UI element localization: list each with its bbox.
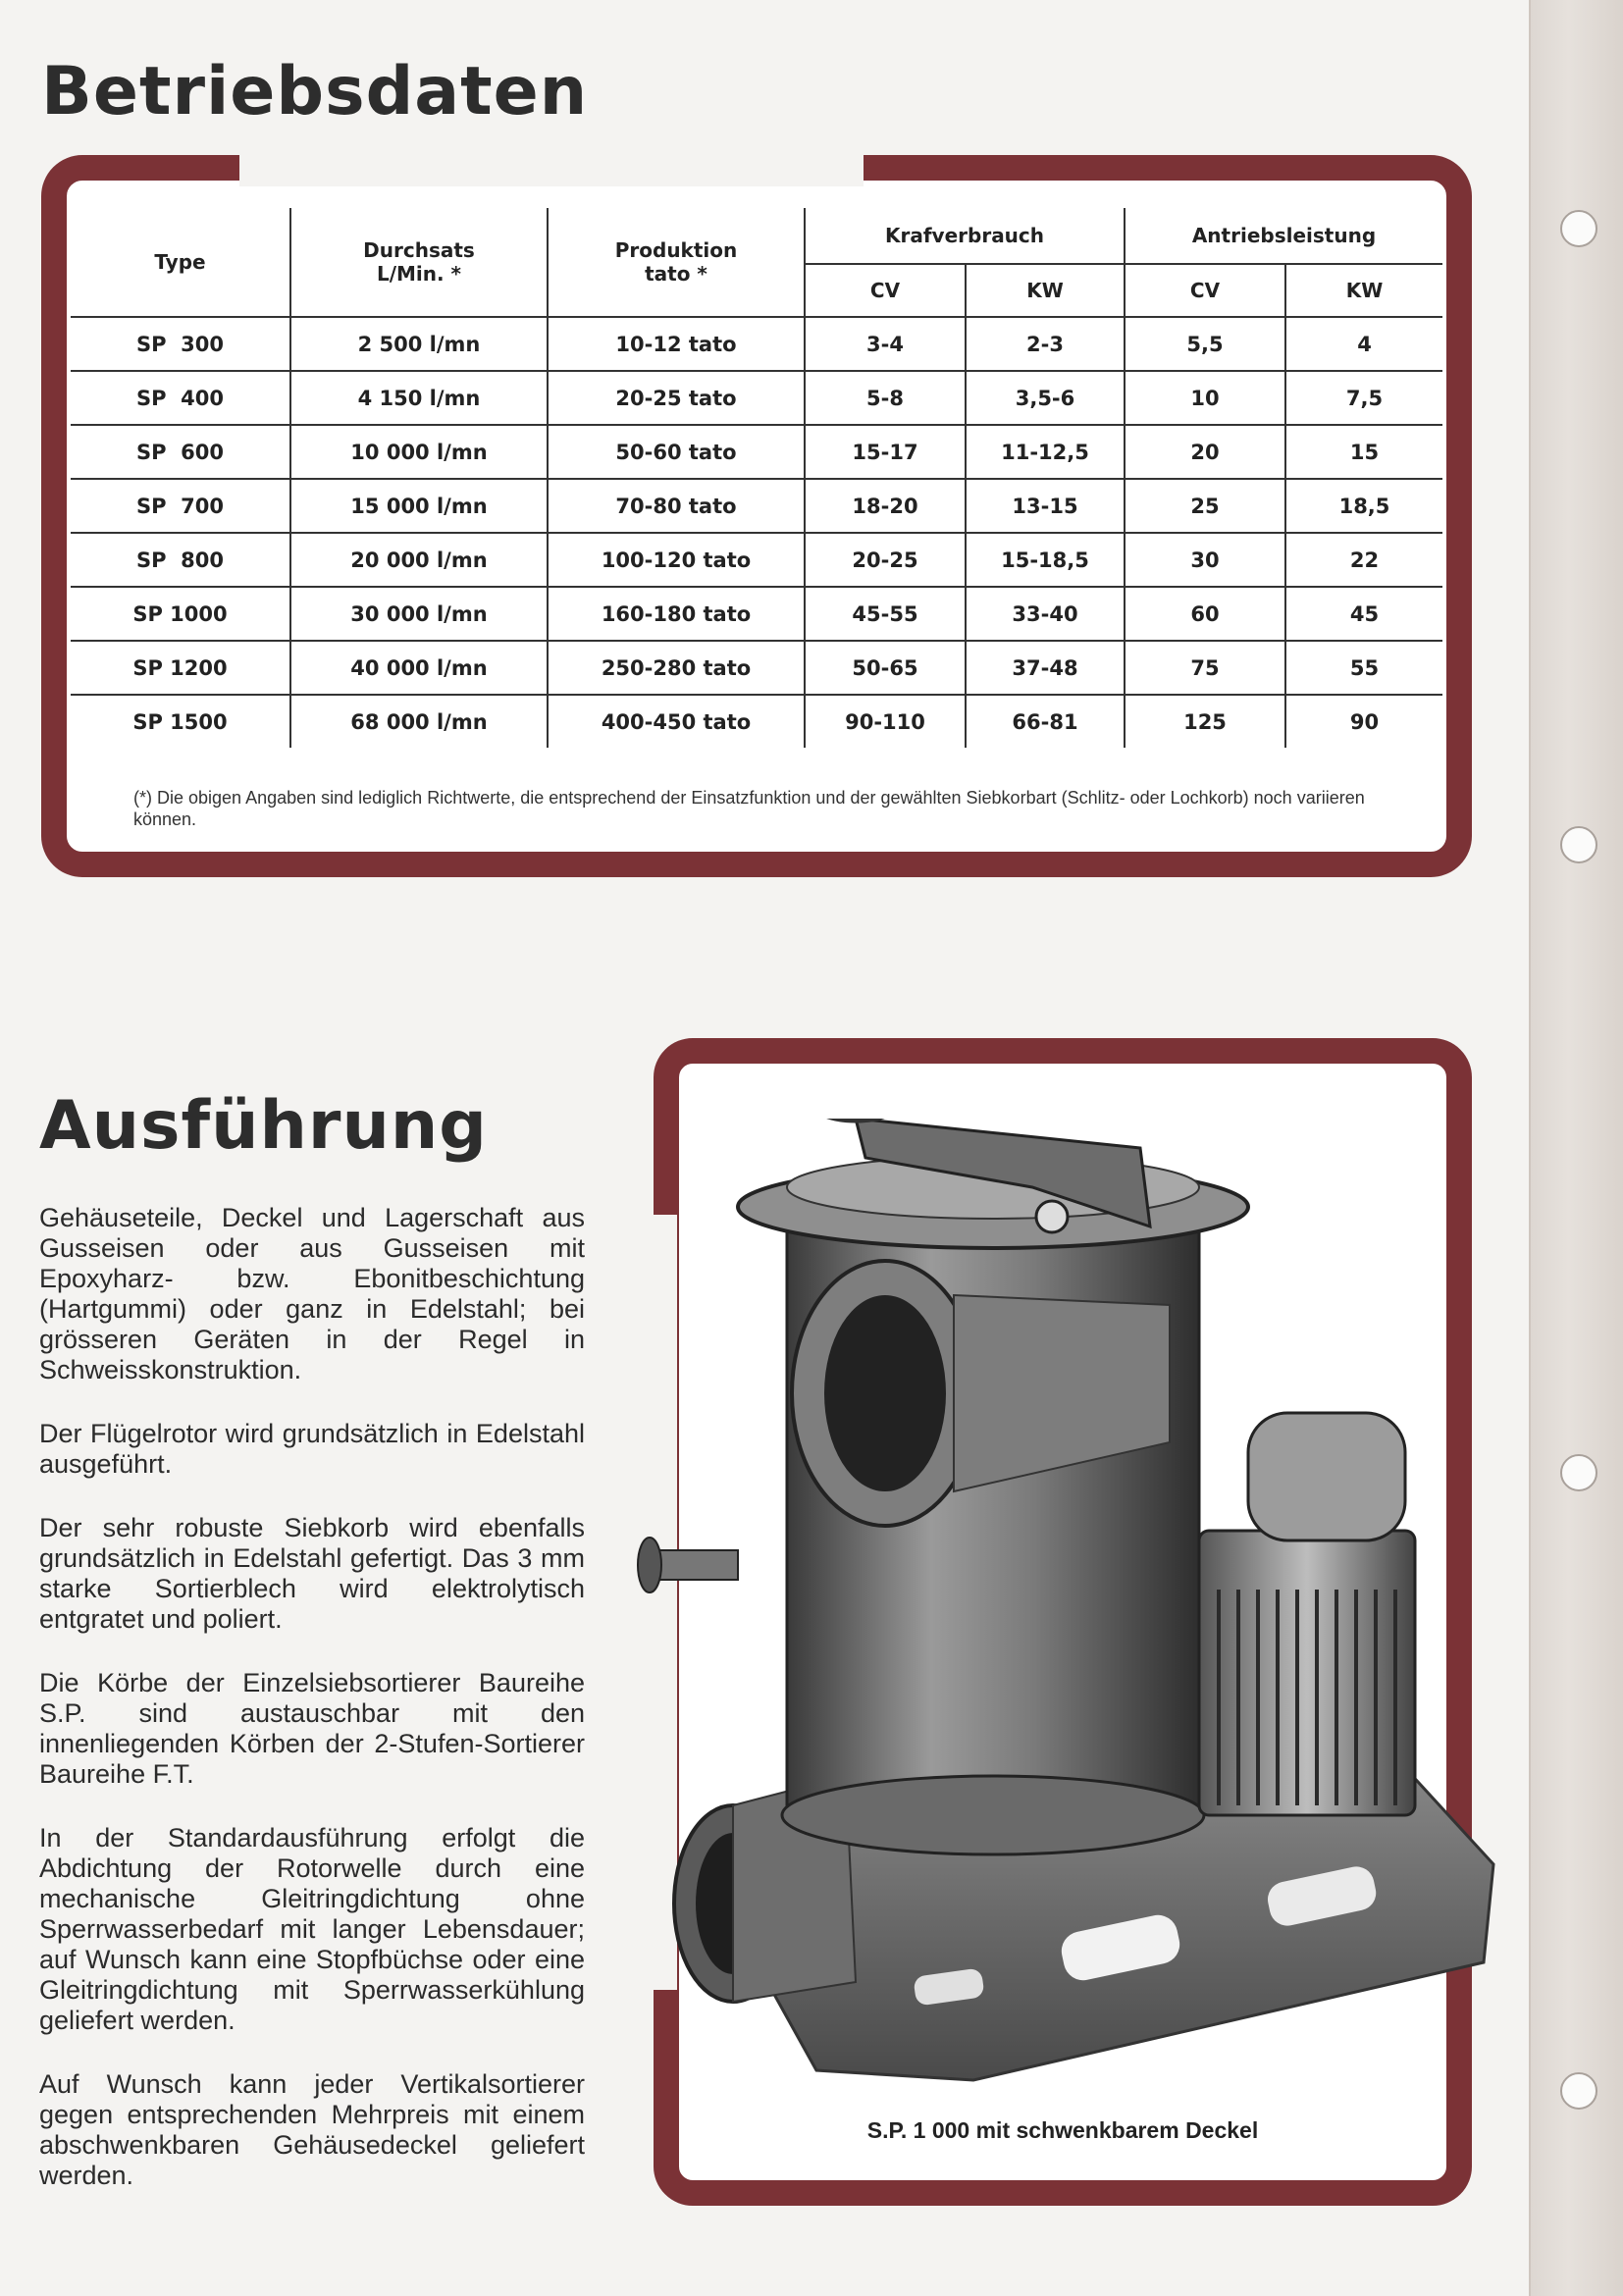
cell-durchsatz: 30 000 l/mn: [290, 587, 548, 641]
ausfuehrung-text: [39, 1203, 585, 2224]
cell-al-kw: 90: [1285, 695, 1442, 748]
paragraph: In der Standardausführung erfolgt die Abdichtung der Rotorwelle durch eine mechanische Gleitringdichtung ohne Sperrwasserbedarf mit langer Lebensdauer; auf Wunsch kann eine Stopfbüchse oder eine Gleitringdichtung mit Sperrwasserkühlung geliefert werden.: [39, 1823, 585, 2035]
cell-al-cv: 5,5: [1125, 317, 1285, 371]
cell-al-cv: 25: [1125, 479, 1285, 533]
cell-type: SP 1500: [71, 695, 290, 748]
cell-kv-kw: 11-12,5: [966, 425, 1125, 479]
cell-al-kw: 15: [1285, 425, 1442, 479]
header-durchsatz: [290, 208, 548, 317]
paragraph: Die Körbe der Einzelsiebsortierer Baureihe S.P. sind austauschbar mit den innenliegenden Körben der 2-Stufen-Sortierer Baureihe F.T.: [39, 1668, 585, 1789]
cell-type: SP 300: [71, 317, 290, 371]
paragraph: Der Flügelrotor wird grundsätzlich in Edelstahl ausgeführt.: [39, 1419, 585, 1479]
table-row: [71, 479, 1442, 533]
table-footnote: (*) Die obigen Angaben sind lediglich Richtwerte, die entsprechend der Einsatzfunktion und der gewählten Siebkorbart (Schlitz- oder Lochkorb) noch variieren können.: [133, 788, 1365, 829]
cell-produktion: 250-280 tato: [548, 641, 805, 695]
cell-al-cv: 10: [1125, 371, 1285, 425]
cell-produktion: 100-120 tato: [548, 533, 805, 587]
header-kraftverbrauch: Krafverbrauch: [805, 208, 1125, 264]
cell-produktion: 400-450 tato: [548, 695, 805, 748]
cell-kv-kw: 3,5-6: [966, 371, 1125, 425]
paragraph: Der sehr robuste Siebkorb wird ebenfalls grundsätzlich in Edelstahl gefertigt. Das 3 mm starke Sortierblech wird elektrolytisch entgratet und poliert.: [39, 1513, 585, 1634]
cell-kv-cv: 90-110: [805, 695, 966, 748]
cell-kv-cv: 5-8: [805, 371, 966, 425]
binder-strip: [1529, 0, 1623, 2296]
table-row: [71, 587, 1442, 641]
cell-durchsatz: 15 000 l/mn: [290, 479, 548, 533]
cell-produktion: 20-25 tato: [548, 371, 805, 425]
cell-produktion: 160-180 tato: [548, 587, 805, 641]
cell-al-cv: 60: [1125, 587, 1285, 641]
header-durchsatz-line2: L/Min. *: [376, 262, 462, 286]
binder-hole-2: [1560, 826, 1597, 863]
header-antriebsleistung: Antriebsleistung: [1125, 208, 1442, 264]
cell-durchsatz: 4 150 l/mn: [290, 371, 548, 425]
cell-al-cv: 75: [1125, 641, 1285, 695]
cell-type: SP 700: [71, 479, 290, 533]
cell-kv-kw: 13-15: [966, 479, 1125, 533]
binder-hole-1: [1560, 210, 1597, 247]
table-row: [71, 317, 1442, 371]
cell-produktion: 10-12 tato: [548, 317, 805, 371]
paragraph: Auf Wunsch kann jeder Vertikalsortierer gegen entsprechenden Mehrpreis mit einem abschwenkbaren Gehäusedeckel geliefert werden.: [39, 2069, 585, 2190]
header-produktion: [548, 208, 805, 317]
paragraph: Gehäuseteile, Deckel und Lagerschaft aus Gusseisen oder aus Gusseisen mit Epoxyharz- bzw. Ebonitbeschichtung (Hartgummi) oder ganz in Edelstahl; bei grösseren Geräten in der Regel in Schweisskonstruktion.: [39, 1203, 585, 1384]
cell-al-kw: 7,5: [1285, 371, 1442, 425]
cell-al-cv: 125: [1125, 695, 1285, 748]
cell-type: SP 800: [71, 533, 290, 587]
cell-kv-kw: 2-3: [966, 317, 1125, 371]
cell-al-cv: 30: [1125, 533, 1285, 587]
header-produktion-line1: Produktion: [614, 238, 738, 262]
frame-gap: [239, 147, 864, 186]
cell-durchsatz: 40 000 l/mn: [290, 641, 548, 695]
machine-photo-icon: [620, 1119, 1503, 2100]
binder-hole-3: [1560, 1454, 1597, 1491]
cell-al-kw: 45: [1285, 587, 1442, 641]
cell-kv-cv: 20-25: [805, 533, 966, 587]
section-title-ausfuehrung: Ausführung: [39, 1087, 488, 1165]
header-durchsatz-line1: Durchsats: [363, 238, 475, 262]
cell-kv-cv: 15-17: [805, 425, 966, 479]
header-al-cv: CV: [1125, 264, 1285, 317]
header-al-kw: KW: [1285, 264, 1442, 317]
table-row: [71, 425, 1442, 479]
cell-kv-kw: 66-81: [966, 695, 1125, 748]
cell-durchsatz: 10 000 l/mn: [290, 425, 548, 479]
cell-al-cv: 20: [1125, 425, 1285, 479]
cell-al-kw: 18,5: [1285, 479, 1442, 533]
cell-al-kw: 55: [1285, 641, 1442, 695]
header-kv-cv: CV: [805, 264, 966, 317]
cell-durchsatz: 68 000 l/mn: [290, 695, 548, 748]
table-row: [71, 695, 1442, 748]
table-row: [71, 641, 1442, 695]
table-row: [71, 533, 1442, 587]
cell-type: SP 600: [71, 425, 290, 479]
header-type: Type: [71, 208, 290, 317]
cell-kv-cv: 45-55: [805, 587, 966, 641]
cell-al-kw: 4: [1285, 317, 1442, 371]
cell-kv-kw: 37-48: [966, 641, 1125, 695]
cell-al-kw: 22: [1285, 533, 1442, 587]
photo-caption: S.P. 1 000 mit schwenkbarem Deckel: [866, 2117, 1259, 2143]
cell-kv-kw: 15-18,5: [966, 533, 1125, 587]
header-kv-kw: KW: [966, 264, 1125, 317]
cell-kv-cv: 18-20: [805, 479, 966, 533]
table-row: [71, 371, 1442, 425]
cell-type: SP 400: [71, 371, 290, 425]
cell-durchsatz: 2 500 l/mn: [290, 317, 548, 371]
cell-type: SP 1000: [71, 587, 290, 641]
cell-durchsatz: 20 000 l/mn: [290, 533, 548, 587]
cell-type: SP 1200: [71, 641, 290, 695]
header-produktion-line2: tato *: [645, 262, 707, 286]
section-title-betriebsdaten: Betriebsdaten: [41, 53, 589, 130]
cell-produktion: 50-60 tato: [548, 425, 805, 479]
operating-data-table: [71, 208, 1442, 748]
cell-kv-cv: 3-4: [805, 317, 966, 371]
binder-hole-4: [1560, 2072, 1597, 2110]
cell-kv-kw: 33-40: [966, 587, 1125, 641]
cell-produktion: 70-80 tato: [548, 479, 805, 533]
cell-kv-cv: 50-65: [805, 641, 966, 695]
